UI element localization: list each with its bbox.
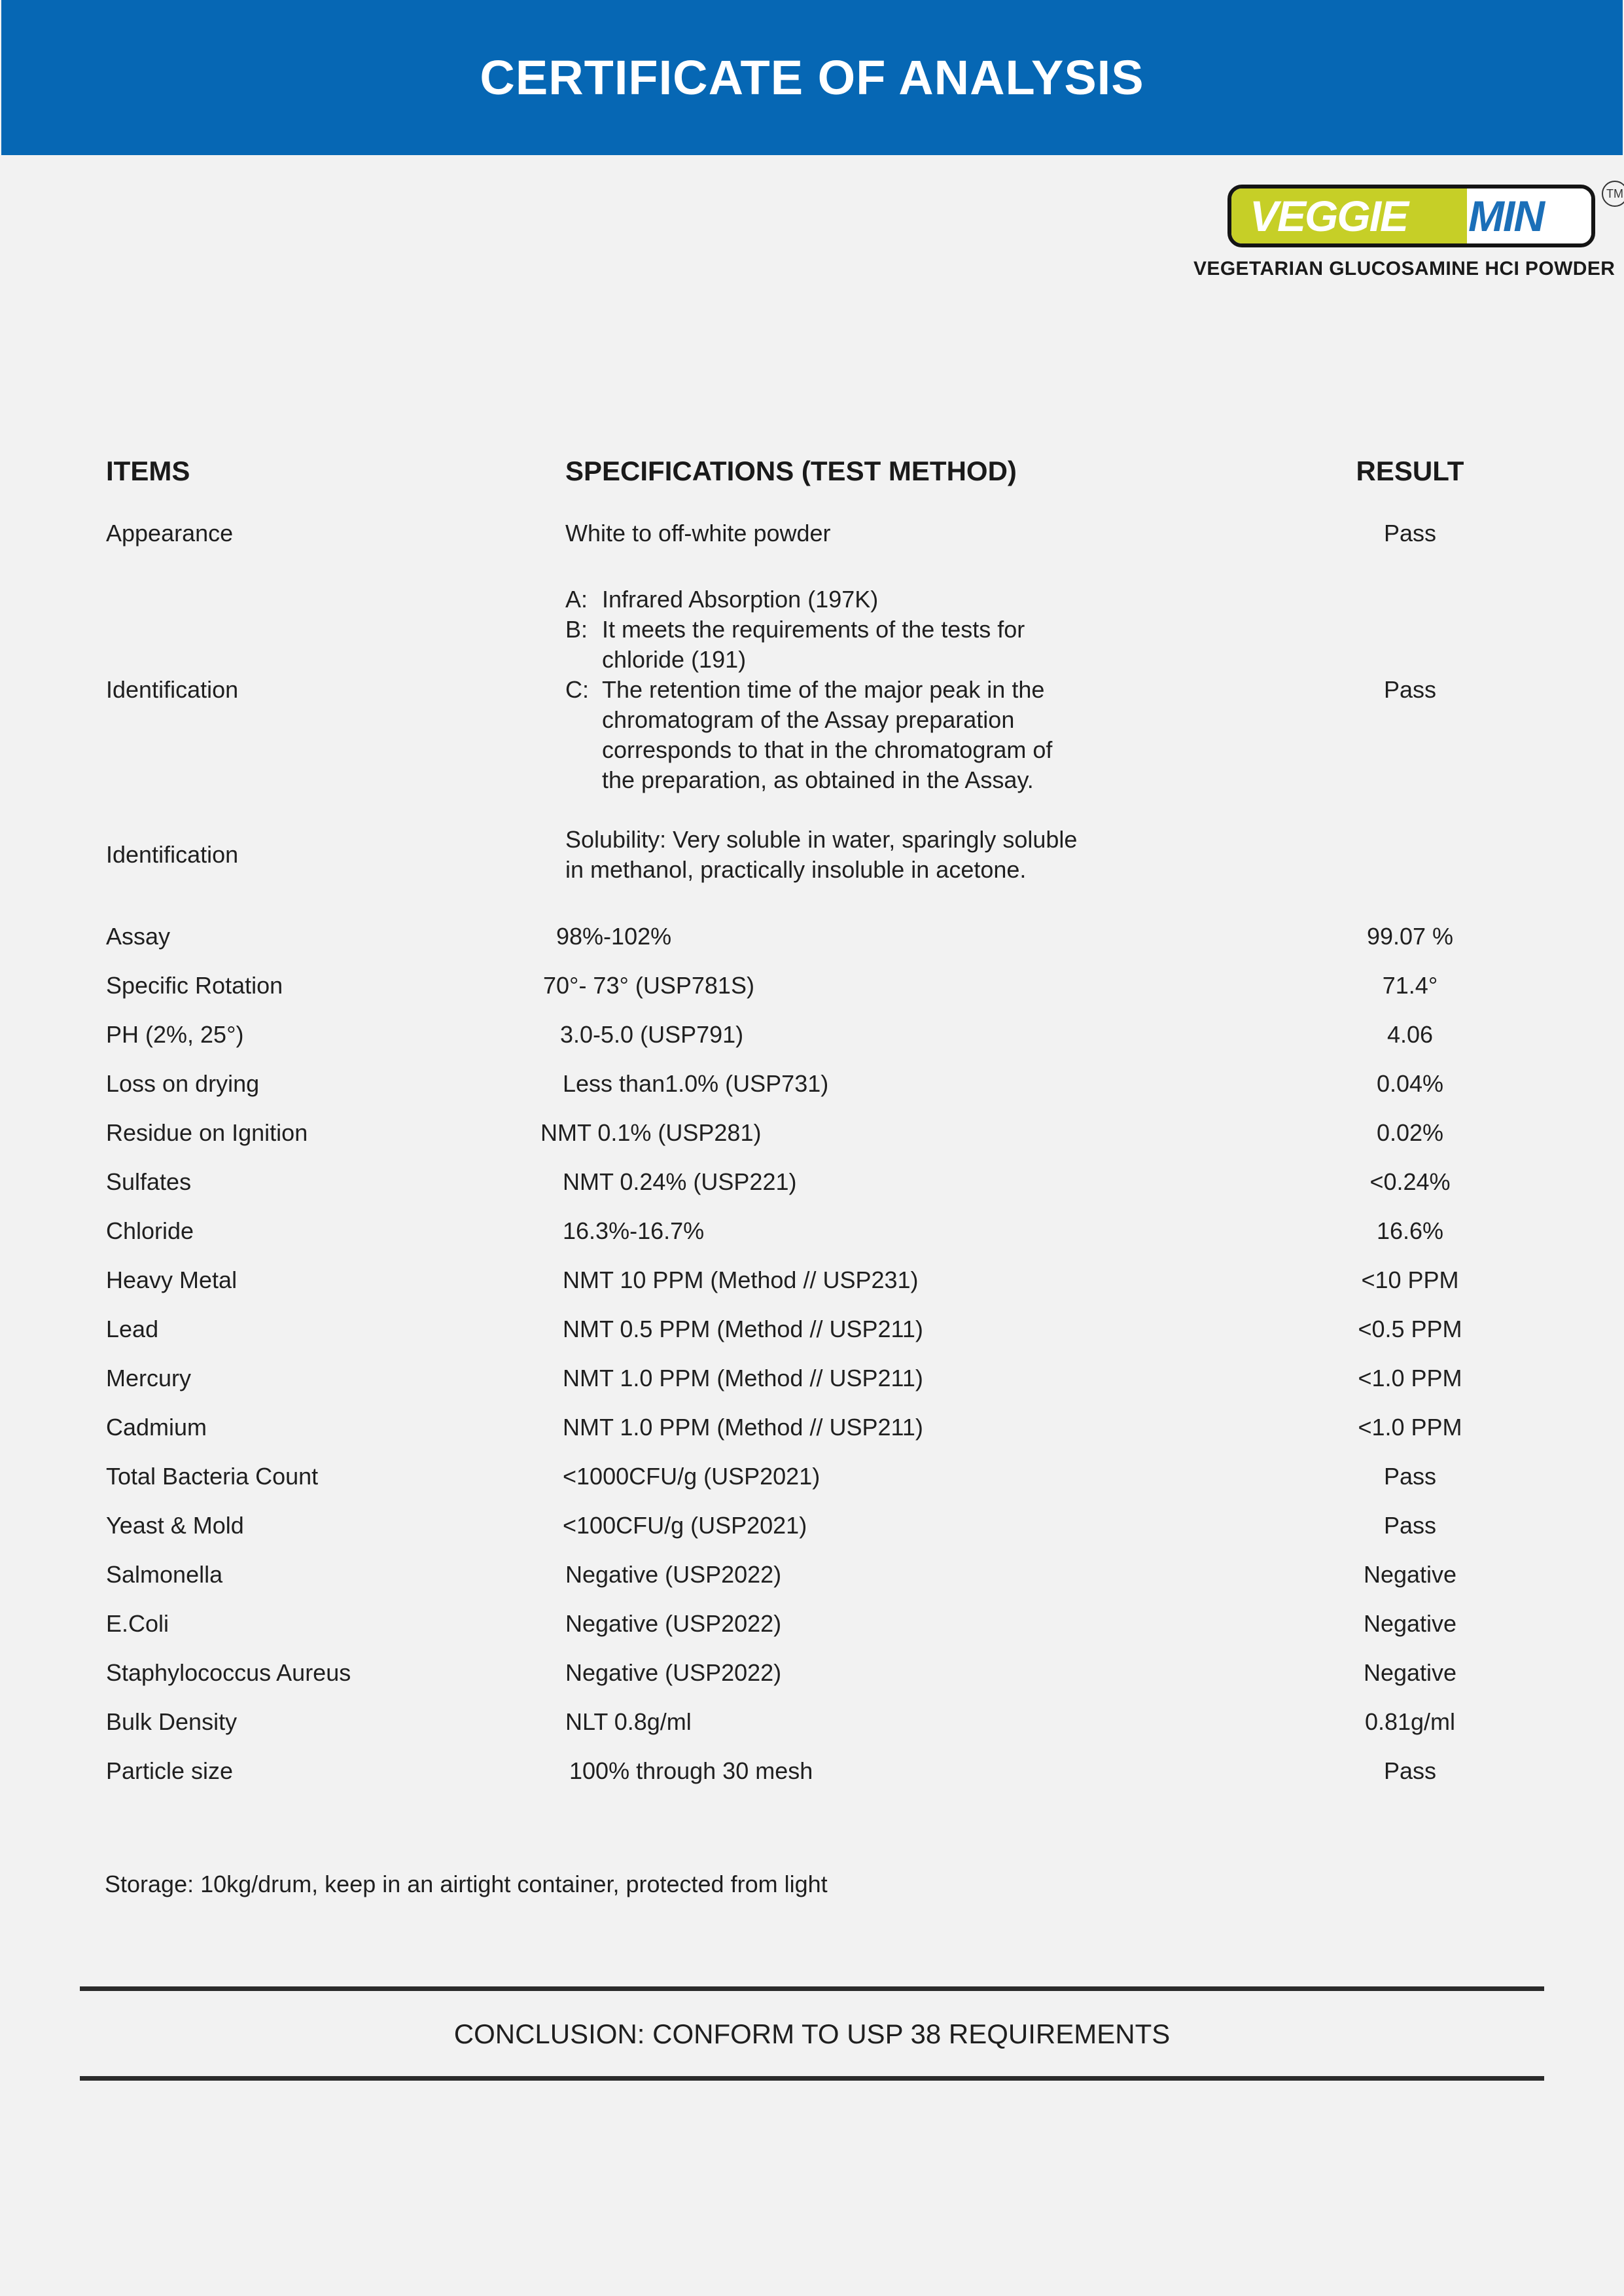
row-spec-value: NMT 0.1% (USP281) [540,1119,762,1147]
row-spec-value [497,825,1302,885]
row-result-value: 16.6% [1376,1217,1444,1245]
spec-line [565,584,1302,615]
spec-line-letter: A: [565,586,588,613]
row-item-label: PH (2%, 25°) [106,1021,244,1049]
table-row [105,1060,1518,1109]
row-spec-value: 3.0-5.0 (USP791) [560,1021,744,1049]
storage-note: Storage: 10kg/drum, keep in an airtight container, protected from light [105,1871,828,1897]
logo-word-secondary: MIN [1468,192,1544,240]
row-spec-value: Negative (USP2022) [565,1659,782,1687]
row-spec-value: <100CFU/g (USP2021) [563,1512,807,1539]
row-item-label: Heavy Metal [106,1266,238,1294]
row-result-value: Pass [1383,676,1437,704]
row-result-value: <1.0 PPM [1358,1365,1462,1392]
row-item-label: Total Bacteria Count [106,1463,319,1490]
spec-line-text: chromatogram of the Assay preparation [602,706,1015,734]
row-result-value: <0.5 PPM [1358,1316,1462,1343]
spec-line-text: Infrared Absorption (197K) [602,586,879,613]
column-header-result: RESULT [1356,456,1464,486]
row-item-label: Specific Rotation [106,972,283,999]
table-row [105,1600,1518,1649]
row-item-label: E.Coli [106,1610,169,1638]
row-spec-value: NMT 0.24% (USP221) [563,1168,797,1196]
conclusion-section [80,1986,1544,2081]
table-row [105,1698,1518,1747]
row-spec-value: 16.3%-16.7% [563,1217,705,1245]
spec-line-letter [565,705,602,735]
spec-line-text: the preparation, as obtained in the Assay. [602,766,1034,794]
row-result-value: 71.4° [1382,972,1438,999]
logo-badge-row [1227,185,1624,247]
spec-line-letter [565,765,602,795]
table-row [105,1747,1518,1796]
row-item-label: Loss on drying [106,1070,260,1098]
row-result-value: 0.81g/ml [1364,1708,1456,1736]
logo-word-primary: VEGGIE [1250,192,1408,240]
row-result-value: 4.06 [1386,1021,1434,1049]
page-title: CERTIFICATE OF ANALYSIS [480,50,1144,105]
header-banner [1,0,1623,155]
spec-line [565,675,1302,705]
spec-line-text: corresponds to that in the chromatogram of [602,736,1053,764]
table-row [105,825,1518,885]
row-item-label: Assay [106,923,171,950]
row-result-value: 99.07 % [1366,923,1454,950]
spec-line: Solubility: Very soluble in water, sparingly soluble [565,825,1078,853]
table-row [105,1403,1518,1452]
spec-line-letter [565,735,602,765]
table-row [105,1501,1518,1551]
logo-badge [1227,185,1595,247]
table-row [105,1109,1518,1158]
row-item-label: Identification [106,840,239,868]
row-item-label: Bulk Density [106,1708,238,1736]
spec-line [565,735,1302,765]
solubility-spec-block [565,825,1302,885]
spec-line-text: chloride (191) [602,646,747,673]
row-item-label: Lead [106,1316,159,1343]
table-header-row [105,440,1518,503]
table-row [105,584,1518,796]
logo-lime-panel [1231,188,1467,243]
row-item-label: Residue on Ignition [106,1119,308,1147]
row-item-label: Salmonella [106,1561,223,1588]
spec-line [565,705,1302,735]
row-item-label: Staphylococcus Aureus [106,1659,351,1687]
table-row [105,1207,1518,1256]
identification-spec-block [565,584,1302,796]
table-row [105,1452,1518,1501]
column-header-specifications: SPECIFICATIONS (TEST METHOD) [565,456,1017,486]
row-spec-value: <1000CFU/g (USP2021) [563,1463,821,1490]
row-result-value: 0.02% [1376,1119,1444,1147]
row-item-label: Identification [106,676,239,704]
logo-tagline: VEGETARIAN GLUCOSAMINE HCI POWDER [1193,258,1615,279]
spec-line-letter [565,645,602,675]
row-result-value: Pass [1383,1757,1437,1785]
row-result-value: Pass [1383,1512,1437,1539]
row-item-label: Appearance [106,520,234,547]
row-result-value: 0.04% [1376,1070,1444,1098]
conclusion-rule-top [80,1986,1544,1991]
table-row [105,1256,1518,1305]
row-item-label: Chloride [106,1217,194,1245]
row-spec-value: Negative (USP2022) [565,1610,782,1638]
spec-line-text: The retention time of the major peak in the [602,676,1045,704]
row-spec-value: NMT 1.0 PPM (Method // USP211) [563,1414,923,1441]
row-spec-value: NMT 1.0 PPM (Method // USP211) [563,1365,923,1392]
row-result-value: <0.24% [1369,1168,1451,1196]
spec-line-letter: B: [565,616,588,643]
column-header-items: ITEMS [106,456,190,486]
table-row [105,1305,1518,1354]
brand-logo [1193,185,1623,280]
table-row [105,961,1518,1011]
row-result-value: Negative [1363,1659,1457,1687]
table-row [105,1649,1518,1698]
trademark-icon: TM [1602,181,1624,207]
row-spec-value: 98%-102% [556,923,672,950]
spec-line-letter: C: [565,676,589,704]
row-item-label: Yeast & Mold [106,1512,244,1539]
analysis-table [105,440,1518,1796]
conclusion-text: CONCLUSION: CONFORM TO USP 38 REQUIREMENTS [453,2018,1171,2049]
spec-line [565,645,1302,675]
logo-white-panel [1467,188,1591,243]
row-result-value: Pass [1383,520,1437,547]
table-row [105,509,1518,558]
row-result-value: <10 PPM [1361,1266,1459,1294]
spec-line [565,615,1302,645]
row-item-label: Sulfates [106,1168,192,1196]
row-spec-value: NLT 0.8g/ml [565,1708,692,1736]
row-item-label: Particle size [106,1757,234,1785]
row-item-label: Mercury [106,1365,192,1392]
row-result-value: <1.0 PPM [1358,1414,1462,1441]
conclusion-rule-bottom [80,2076,1544,2081]
row-spec-value: Less than1.0% (USP731) [563,1070,829,1098]
row-result-value: Negative [1363,1610,1457,1638]
table-row [105,1011,1518,1060]
row-spec-value: White to off-white powder [565,520,831,547]
row-spec-value [497,584,1302,796]
table-row [105,1354,1518,1403]
table-row [105,1551,1518,1600]
row-spec-value: 100% through 30 mesh [569,1757,813,1785]
row-result-value: Pass [1383,1463,1437,1490]
spec-line: in methanol, practically insoluble in acetone. [565,855,1027,883]
row-item-label: Cadmium [106,1414,207,1441]
spec-line-text: It meets the requirements of the tests for [602,616,1025,643]
row-result-value: Negative [1363,1561,1457,1588]
table-row [105,912,1518,961]
spec-line [565,765,1302,795]
row-spec-value: NMT 0.5 PPM (Method // USP211) [563,1316,923,1343]
row-spec-value: NMT 10 PPM (Method // USP231) [563,1266,919,1294]
row-spec-value: 70°- 73° (USP781S) [543,972,754,999]
table-row [105,1158,1518,1207]
row-spec-value: Negative (USP2022) [565,1561,782,1588]
